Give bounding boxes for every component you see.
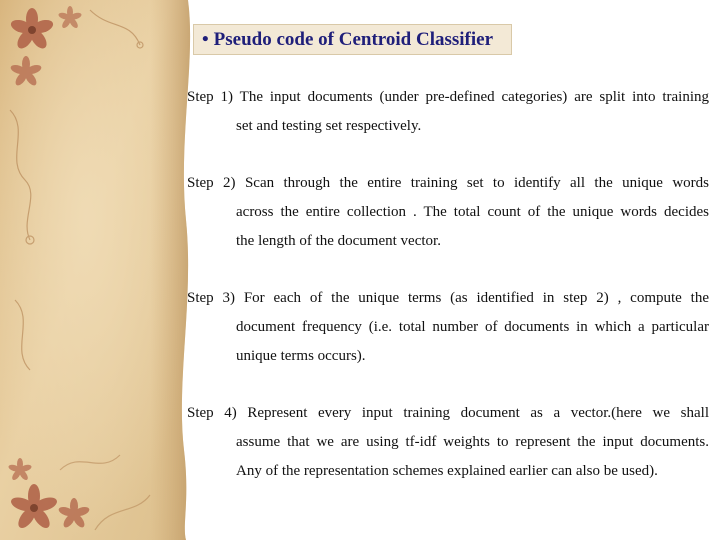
slide-title: [193, 24, 512, 55]
step-2: [187, 169, 709, 256]
step-1-line-1: Step 1) The input documents (under pre-defined categories) are split into training: [187, 89, 709, 105]
title-bullet: •: [202, 28, 209, 50]
step-3-line-3: unique terms occurs).: [236, 348, 366, 364]
step-3-line-2: document frequency (i.e. total number of documents in which a particular: [236, 319, 709, 335]
step-2-line-2: across the entire collection . The total count of the unique words decides: [236, 204, 709, 220]
step-3: [187, 284, 709, 371]
step-2-line-3: the length of the document vector.: [236, 233, 441, 249]
step-4-line-1: Step 4) Represent every input training document as a vector.(here we shall: [187, 405, 709, 421]
step-4-line-2: assume that we are using tf-idf weights to represent the input documents.: [236, 434, 709, 450]
step-1-line-2: set and testing set respectively.: [236, 118, 422, 134]
title-text: Pseudo code of Centroid Classifier: [213, 28, 494, 50]
step-1: [187, 83, 709, 141]
step-3-line-1: Step 3) For each of the unique terms (as identified in step 2) , compute the: [187, 290, 709, 306]
step-4: [187, 399, 709, 486]
step-2-line-1: Step 2) Scan through the entire training set to identify all the unique words: [187, 175, 709, 191]
step-4-line-3: Any of the representation schemes explained earlier can also be used).: [236, 463, 658, 479]
